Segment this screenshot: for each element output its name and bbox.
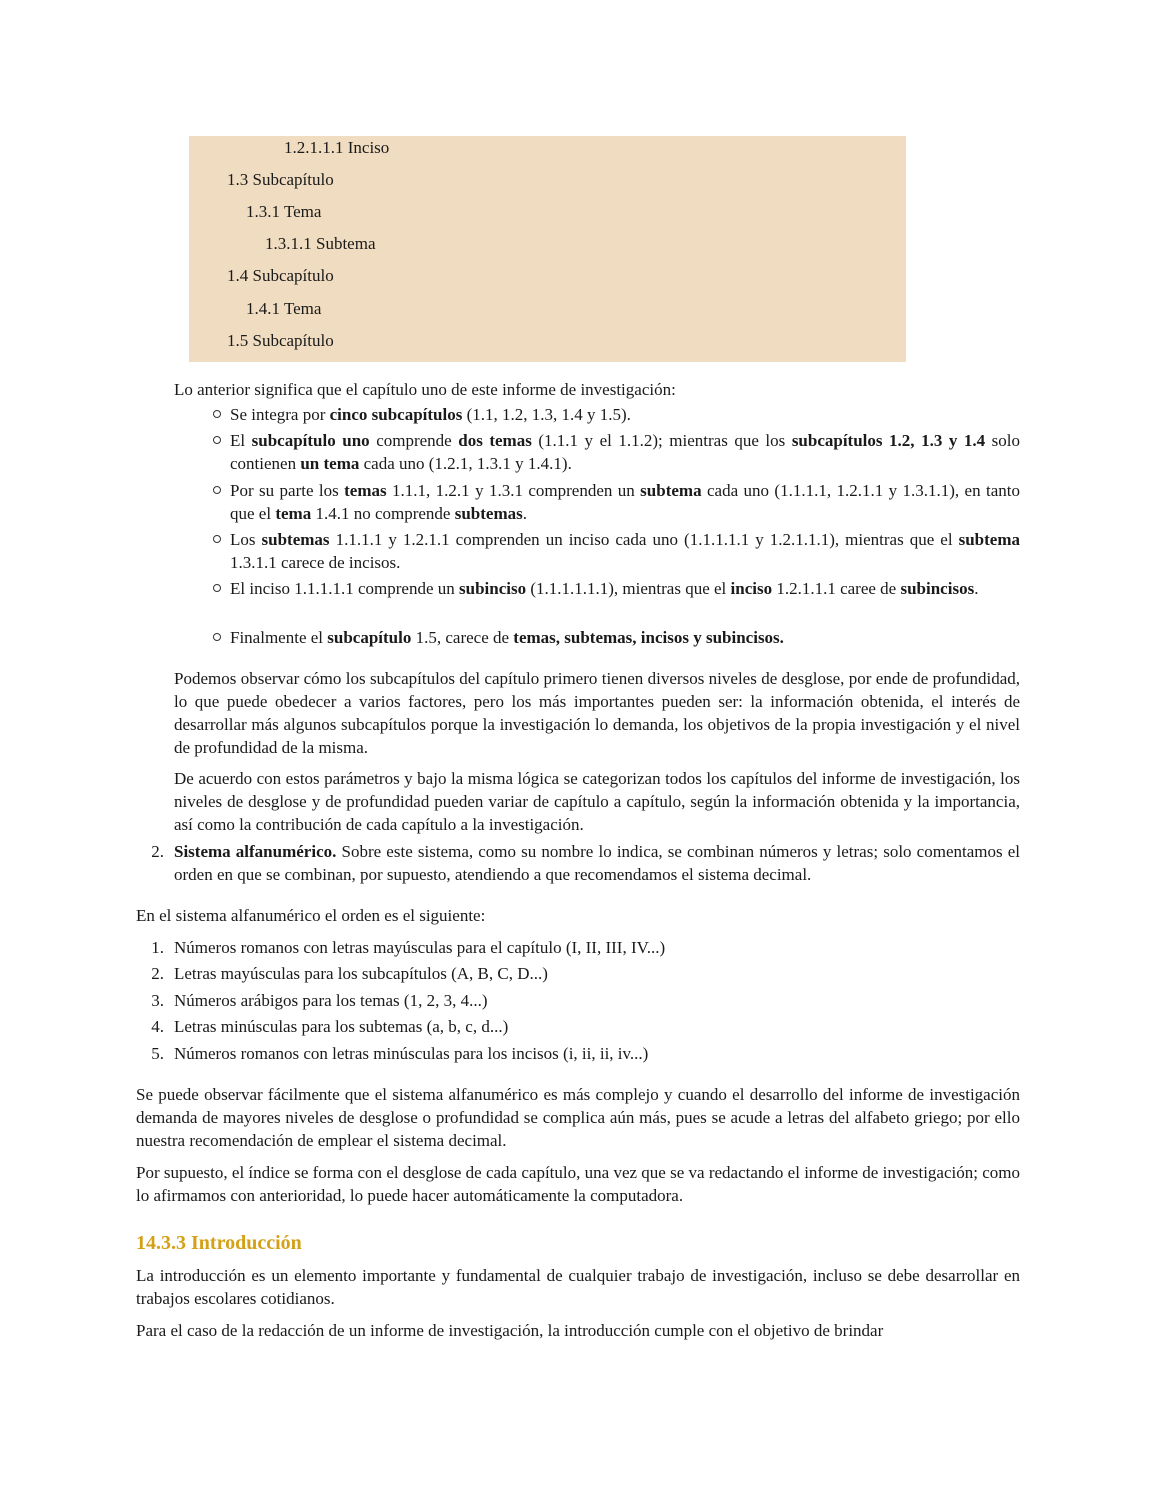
list-item: Números romanos con letras mayúsculas para el capítulo (I, II, III, IV...) [174,938,666,957]
text-run: El inciso 1.1.1.1.1 comprende un [230,579,459,598]
text-run: El [230,431,252,450]
outline-line: 1.4.1 Tema [246,299,322,318]
text-run: Se integra por [230,405,330,424]
bold-run: temas, subtemas, incisos y subincisos. [513,628,784,647]
paragraph-observe: Podemos observar cómo los subcapítulos del capítulo primero tienen diversos niveles de desglose, por ende de profundidad, lo que puede obedecer a varios factores, pero los más importantes pueden ser: la información obtenida, el interés de desarrollar más algunos subcapítulos porque la investigación lo demanda, los objetivos de la propia investigación y el nivel de profundidad de la misma. [174,669,1020,757]
bullet-circle-icon [213,410,221,418]
paragraph-intro-2: Para el caso de la redacción de un informe de investigación, la introducción cumple con el objetivo de brindar [136,1321,884,1340]
paragraph-intro-1: La introducción es un elemento importante y fundamental de cualquier trabajo de investigación, incluso se debe desarrollar en trabajos escolares cotidianos. [136,1266,1020,1308]
bold-run: subcapítulos 1.2, 1.3 y 1.4 [791,431,986,450]
list-number: 2. [151,842,164,861]
text-run: (1.1.1.1.1.1), mientras que el [526,579,731,598]
paragraph-acuerdo: De acuerdo con estos parámetros y bajo la misma lógica se categorizan todos los capítulos del informe de investigación, los niveles de desglose y de profundidad pueden variar de capítulo a capítulo, según la información obtenida y la importancia, así como la contribución de cada capítulo a la investigación. [174,769,1020,834]
outline-line: 1.2.1.1.1 Inciso [284,138,390,157]
bullet-circle-icon [213,633,221,641]
text-run: Por su parte los [230,481,345,500]
list-number: 1. [151,938,164,957]
bold-run: tema [275,504,312,523]
bold-run: subincisos [900,579,975,598]
text-run: . [974,579,979,598]
alfa-intro: En el sistema alfanumérico el orden es el siguiente: [136,906,486,925]
list-item-alfanumerico [174,840,1020,886]
outline-line: 1.4 Subcapítulo [227,266,334,285]
outline-line: 1.5 Subcapítulo [227,331,334,350]
bold-run: cinco subcapítulos [329,405,463,424]
bullet-item [230,429,1020,475]
bold-run: subtema [640,481,702,500]
text-run: Finalmente el [230,628,328,647]
bold-run: dos temas [458,431,532,450]
bold-run: subtemas [261,530,330,549]
outline-line: 1.3.1 Tema [246,202,322,221]
list-number: 3. [151,991,164,1010]
text-run: 1.2.1.1.1 caree de [772,579,901,598]
bold-run: subtema [958,530,1021,549]
text-run: cada uno (1.1.1.1, 1.2.1.1 y 1.3.1.1), en tanto que el [230,481,1020,523]
list-item: Números arábigos para los temas (1, 2, 3, 4...) [174,991,488,1010]
bold-run: subtemas [454,504,523,523]
outline-line: 1.3 Subcapítulo [227,170,334,189]
list-number: 4. [151,1017,164,1036]
text-run: (1.1, 1.2, 1.3, 1.4 y 1.5). [462,405,631,424]
bullet-circle-icon [213,535,221,543]
text-run: Los [230,530,262,549]
list-number: 5. [151,1044,164,1063]
text-run: 1.1.1.1 y 1.2.1.1 comprenden un inciso cada uno (1.1.1.1.1 y 1.2.1.1.1), mientras que el [329,530,959,549]
bullet-circle-icon [213,486,221,494]
text-run: 1.4.1 no comprende [311,504,455,523]
text-run: . [522,504,527,523]
bullet-circle-icon [213,436,221,444]
bold-run: un tema [300,454,360,473]
text-run: 1.5, carece de [411,628,514,647]
text-run: 1.1.1, 1.2.1 y 1.3.1 comprenden un [386,481,641,500]
bullet-item [230,626,1020,649]
outline-box [189,136,906,362]
section-heading: 14.3.3 Introducción [136,1232,302,1254]
paragraph-indice: Por supuesto, el índice se forma con el desglose de cada capítulo, una vez que se va redactando el informe de investigación; como lo afirmamos con anterioridad, lo puede hacer automáticamente la computadora. [136,1163,1020,1205]
bullet-item [230,479,1020,525]
paragraph-complejo: Se puede observar fácilmente que el sistema alfanumérico es más complejo y cuando el desarrollo del informe de investigación demanda de mayores niveles de desglose o profundidad se complica aún más, pues se acude a letras del alfabeto griego; por ello nuestra recomendación de emplear el sistema decimal. [136,1085,1020,1150]
bold-run: temas [344,481,387,500]
text-run: cada uno (1.2.1, 1.3.1 y 1.4.1). [359,454,572,473]
text-run: solo contienen [230,431,1021,473]
bold-run: subcapítulo uno [251,431,370,450]
item-text: Sobre este sistema, como su nombre lo indica, se combinan números y letras; solo comentamos el orden en que se combinan, por supuesto, atendiendo a que recomendamos el sistema decimal. [174,842,1021,884]
bold-run: subcapítulo [327,628,412,647]
text-run: (1.1.1 y el 1.1.2); mientras que los [531,431,792,450]
bullet-item [230,577,1020,600]
text-run: 1.3.1.1 carece de incisos. [230,553,401,572]
bullet-item [230,403,1020,426]
list-item: Letras minúsculas para los subtemas (a, b, c, d...) [174,1017,509,1036]
bullet-circle-icon [213,584,221,592]
list-item: Letras mayúsculas para los subcapítulos (A, B, C, D...) [174,964,548,983]
outline-line: 1.3.1.1 Subtema [265,234,376,253]
list-number: 2. [151,964,164,983]
bullet-item [230,528,1020,574]
intro-sentence: Lo anterior significa que el capítulo uno de este informe de investigación: [174,380,676,399]
bold-run: inciso [730,579,773,598]
bold-run: subinciso [459,579,527,598]
text-run: comprende [369,431,459,450]
item-bold-term: Sistema alfanumérico. [174,842,337,861]
list-item: Números romanos con letras minúsculas para los incisos (i, ii, ii, iv...) [174,1044,649,1063]
